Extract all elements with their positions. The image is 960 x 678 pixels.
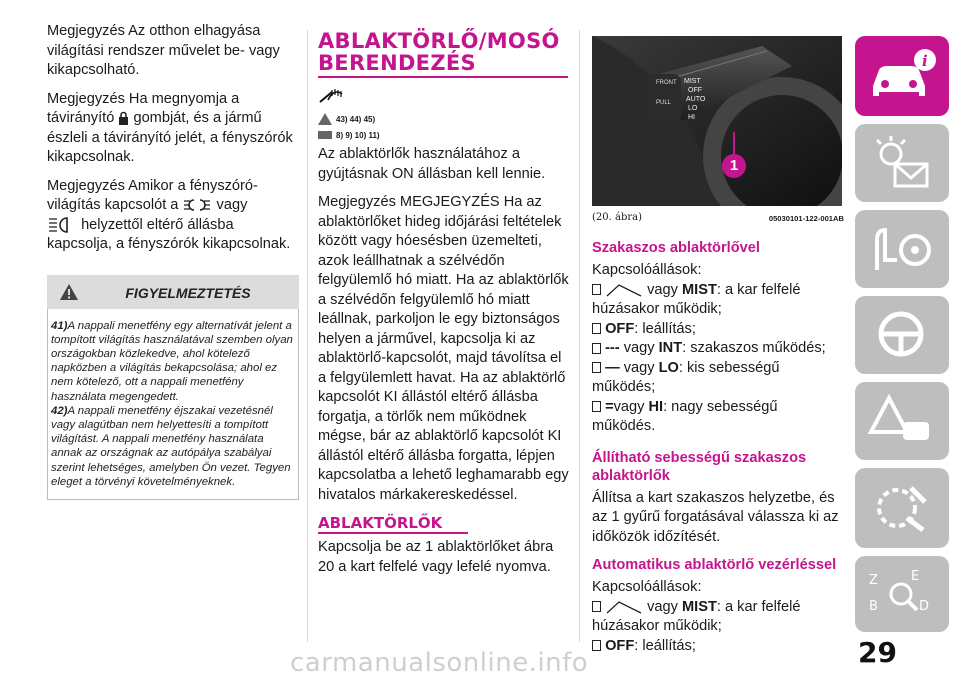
switch-box-icon [592,640,601,651]
svg-text:B: B [869,599,878,614]
warning-refs: 43) 44) 45) [318,113,570,125]
position-off: OFF: leállítás; [592,637,844,657]
svg-text:D: D [919,599,930,614]
warning-item-41: 41)A nappali menetfény egy alternatívát jelent a tompított világítás használatával szemben olyan országokban közlekedve, ahol kötelező napközben a világítás bekapcsolása; ahol ez nem kötelező, ott a nappali menetfény használata megengedett. [51,319,293,403]
tab-lights-messages[interactable] [855,124,949,202]
wiper-stalk-photo [592,36,842,206]
lock-icon [118,111,129,125]
paragraph-winter-note: Megjegyzés MEGJEGYZÉS Ha az ablaktörlőket hideg időjárási feltételek között vagy hóesésben üzemelteti, azok leállhatnak a szélvédőn felgyülemlő hó miatt. Ha az ablaktörlők a szélvédőn felgyülemlő hó miatt leállnak, parkoljon le egy biztonságos helyen a járművel, kapcsolja ki az ablaktörlő-kapcsolót, majd távolítsa el a felgyülemlett havat. Ha az ablaktörlő kapcsolót KI állástól eltérő állásba forgatja, a törlők nem működnek mégse, bár az ablaktörlő kapcsolót KI állástól eltérő állásba forgatta, lépjen kapcsolatba a lehető leghamarabb egy hivatalos márkakereskedéssel. [318,194,569,503]
heading-auto: Automatikus ablaktörlő vezérléssel [592,557,837,573]
switch-box-icon [592,284,601,295]
paragraph-adjustable: Állítsa a kart szakaszos helyzetbe, és az 1 gyűrű forgatásával válassza ki az időközök időzítését. [592,489,839,545]
tab-vehicle-info[interactable] [855,36,949,116]
seat-steering-icon [867,220,939,280]
stalk-label-pull: PULL [656,100,672,106]
tab-maintenance[interactable] [855,468,949,548]
page-number: 29 [858,636,897,669]
switch-up-icon [605,599,643,615]
svg-text:i: i [922,52,928,70]
figure-code: 05030101-122-001AB [768,214,844,223]
column-divider [579,30,580,642]
warning-header [47,275,299,309]
service-wrench-icon [867,478,939,538]
paragraph-homelight-note: Megjegyzés Az otthon elhagyása világítási rendszer művelet be- vagy kikapcsolható. [47,23,280,78]
column-right [592,36,844,656]
warning-item-42: 42)A nappali menetfény éjszakai vezetésnél vagy alagútban nem helyettesíti a tompított világítást. A nappali menetfény használata annak az országnak az autópálya szabályai szerint lehetséges, amelyben Ön vezet. Tegyen eleget a törvényi követelményeknek. [51,404,291,488]
stalk-label-auto: AUTO [686,96,706,103]
alphabet-search-icon [867,566,939,626]
figure-number: (20. ábra) [592,212,642,223]
warning-title: FIGYELMEZTETÉS [125,284,251,301]
heading-intermittent: Szakaszos ablaktörlővel [592,240,760,256]
paragraph-ignition: Az ablaktörlők használatához a gyújtásnak ON állásban kell lennie. [318,146,546,182]
paragraph-headlight-switch-note: Megjegyzés Amikor a fényszóró-világítás kapcsolót a vagy helyzettől eltérő állásba kapcsolja, a fényszórók kikapcsolnak. [47,177,291,252]
stalk-label-hi: HI [688,114,695,121]
parking-light-icon [182,197,212,213]
position-hi: =vagy HI: nagy sebességű működés. [592,398,778,434]
section-heading: ABLAKTÖRLŐ/MOSÓ BERENDEZÉS [318,29,560,75]
note-refs: 8) 9) 10) 11) [318,129,570,141]
warning-triangle-icon [318,113,332,125]
tab-emergency[interactable] [855,382,949,460]
stalk-label-off: OFF [688,87,702,94]
switch-positions-label: Kapcsolóállások: [592,262,702,278]
stalk-label-mist: MIST [684,78,701,85]
paragraph-wipers-on: Kapcsolja be az 1 ablaktörlőket ábra 20 a kart felfelé vagy lefelé nyomva. [318,539,554,575]
position-int: --- vagy INT: szakaszos működés; [592,339,844,359]
column-middle [318,22,570,586]
tab-safety[interactable] [855,210,949,288]
subsection-heading-wipers: ABLAKTÖRLŐK [318,514,443,532]
column-left [47,22,299,500]
heading-rule [318,532,468,534]
steering-wheel-icon [867,306,939,366]
figure-20-wiper-stalk [592,36,842,206]
switch-box-icon [592,401,601,412]
warning-triangle-car-icon [867,392,939,452]
svg-text:Z: Z [869,573,878,588]
heading-rule [318,76,568,78]
low-beam-icon [47,216,77,234]
position-off: OFF: leállítás; [592,320,844,340]
paragraph-remote-note: Megjegyzés Ha megnyomja a távirányító gombját, és a jármű észleli a távirányító jelét, a fényszórók kikapcsolnak. [47,90,293,165]
switch-positions-label: Kapcsolóállások: [592,579,702,595]
switch-box-icon [592,343,601,354]
watermark: carmanualsonline.info [290,648,589,678]
position-lo: — vagy LO: kis sebességű működés; [592,359,780,395]
car-info-icon [867,46,939,106]
stalk-label-lo: LO [688,105,698,112]
switch-box-icon [592,601,601,612]
stalk-label-front: FRONT [656,80,677,86]
switch-box-icon [592,323,601,334]
light-envelope-icon [867,134,939,194]
switch-up-icon [605,282,643,298]
tab-index[interactable] [855,556,949,632]
warning-body [47,309,299,500]
svg-text:E: E [911,569,920,584]
column-divider [307,30,308,642]
wiper-washer-icon [318,88,344,104]
note-icon [318,129,332,141]
position-mist: vagy MIST: a kar felfelé húzásakor működik; [592,598,801,634]
callout-badge: 1 [722,154,746,178]
switch-box-icon [592,362,601,373]
tab-driving[interactable] [855,296,949,374]
position-mist: vagy MIST: a kar felfelé húzásakor működik; [592,281,801,317]
heading-adjustable: Állítható sebességű szakaszos ablaktörlők [592,449,807,484]
figure-caption [592,212,844,223]
